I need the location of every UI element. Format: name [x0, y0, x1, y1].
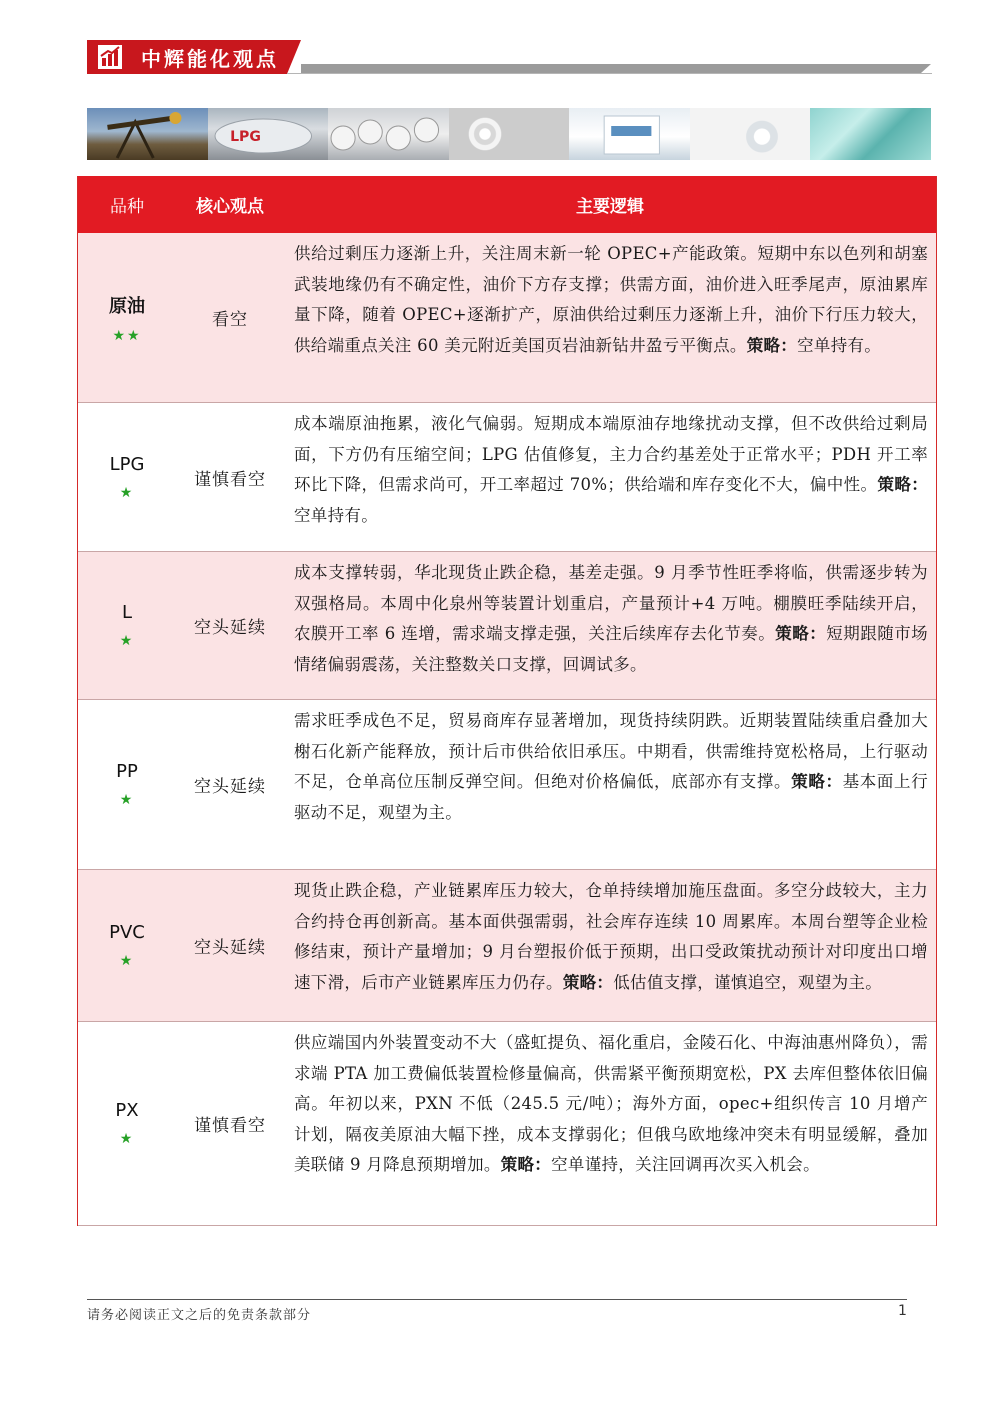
rating-stars: ★★	[112, 327, 142, 344]
variety-name: 原油	[109, 295, 145, 317]
report-header	[87, 40, 932, 76]
strategy-text: 空单谨持，关注回调再次买入机会。	[551, 1155, 820, 1174]
table-row	[78, 552, 936, 700]
header-title-bar	[87, 40, 287, 74]
variety-cell	[78, 1022, 176, 1225]
core-view: 空头延续	[194, 938, 266, 958]
header-divider	[287, 73, 932, 74]
building-chart-icon	[97, 44, 123, 70]
logic-text: 成本端原油拖累，液化气偏弱。短期成本端原油存地缘扰动支撑，但不改供给过剩局面，下方仍有压缩空间；LPG 估值修复，主力合约基差处于正常水平；PDH 开工率环比下降，但需求尚可，开工率超过 70%；供给端和库存变化不大，偏中性。	[294, 414, 928, 494]
variety-cell	[78, 870, 176, 1021]
strategy-label: 策略：	[562, 972, 614, 992]
core-view: 空头延续	[194, 618, 266, 638]
footer-divider	[87, 1299, 907, 1300]
footer-disclaimer: 请务必阅读正文之后的免责条款部分	[87, 1308, 312, 1323]
variety-cell	[78, 552, 176, 699]
header-variety: 品种	[110, 197, 144, 217]
variety-cell	[78, 233, 176, 402]
variety-name: PX	[115, 1100, 139, 1121]
table-row	[78, 1022, 936, 1226]
logic-text: 成本支撑转弱，华北现货止跌企稳，基差走强。9 月季节性旺季将临，供需逐步转为双强格局。本周中化泉州等装置计划重启，产量预计+4 万吨。棚膜旺季陆续开启，农膜开工率 6 连增，需求端支撑走强，关注后续库存去化节奏。	[294, 563, 928, 643]
header-gray-bar	[301, 64, 921, 73]
header-title: 中辉能化观点	[141, 46, 279, 71]
variety-name: PP	[116, 761, 138, 782]
logic-text: 需求旺季成色不足，贸易商库存显著增加，现货持续阴跌。近期装置陆续重启叠加大榭石化新产能释放，预计后市供给依旧承压。中期看，供需维持宽松格局，上行驱动不足，仓单高位压制反弹空间。但绝对价格偏低，底部亦有支撑。	[294, 711, 928, 791]
pvc-pipes-photo	[328, 108, 449, 160]
strategy-text: 空单持有。	[294, 505, 378, 525]
strategy-text: 短期跟随市场情绪偏弱震荡，关注整数关口支撑，回调试多。	[294, 624, 928, 674]
main-logic	[284, 700, 936, 869]
white-granules-photo	[690, 108, 811, 160]
core-view: 空头延续	[194, 777, 266, 797]
oil-pumpjack-photo	[87, 108, 208, 160]
main-logic	[284, 233, 936, 402]
core-view: 谨慎看空	[194, 1116, 266, 1136]
main-logic	[284, 552, 936, 699]
strategy-label: 策略：	[877, 475, 929, 494]
table-row	[78, 700, 936, 870]
logic-text: 供给过剩压力逐渐上升，关注周末新一轮 OPEC+产能政策。短期中东以色列和胡塞武装地缘仍有不确定性，油价下方存支撑；供需方面，油价进入旺季尾声，原油累库量下降，随着 OPEC+逐渐扩产，原油供给过剩压力逐渐上升，油价下行压力较大，供给端重点关注 60 美元附近美国页岩油新钻井盈亏平衡点。	[294, 244, 928, 355]
core-view: 谨慎看空	[194, 469, 266, 490]
logic-text: 供应端国内外装置变动不大（盛虹提负、福化重启，金陵石化、中海油惠州降负），需求端 PTA 加工费偏低装置检修量偏高，供需紧平衡预期宽松，PX 去库但整体依旧偏高。年初以来，PXN 不低（245.5 元/吨）；海外方面，opec+组织传言 10 月增产计划，隔夜美原油大幅下挫，成本支撑弱化；但俄乌欧地缘冲突未有明显缓解，叠加美联储 9 月降息预期增加。	[294, 1033, 928, 1174]
table-header	[78, 176, 936, 233]
plastic-pellets-photo	[449, 108, 570, 160]
strategy-text: 基本面上行驱动不足，观望为主。	[294, 772, 929, 822]
rating-stars: ★	[119, 953, 135, 969]
strategy-text: 低估值支撑，谨慎追空，观望为主。	[613, 972, 883, 992]
glass-sheets-photo	[810, 108, 931, 160]
rating-stars: ★	[119, 792, 135, 808]
page-number: 1	[898, 1303, 907, 1319]
product-image-strip	[87, 108, 931, 160]
strategy-label: 策略：	[500, 1155, 552, 1174]
strategy-text: 空单持有。	[797, 335, 882, 355]
core-view: 看空	[212, 310, 248, 330]
variety-name: PVC	[109, 922, 145, 943]
strategy-label: 策略：	[775, 624, 827, 643]
logic-text: 现货止跌企稳，产业链累库压力较大，仓单持续增加施压盘面。多空分歧较大，主力合约持仓再创新高。基本面供强需弱，社会库存连续 10 周累库。本周台塑等企业检修结束，预计产量增加；9 月台塑报价低于预期，出口受政策扰动预计对印度出口增速下滑，后市产业链累库压力仍存。	[294, 881, 928, 992]
table-row	[78, 403, 936, 552]
header-core-view: 核心观点	[196, 197, 264, 217]
variety-cell	[78, 403, 176, 551]
table-row	[78, 870, 936, 1022]
variety-cell	[78, 700, 176, 869]
views-table	[77, 176, 937, 1226]
chemical-bag-photo	[569, 108, 690, 160]
rating-stars: ★	[119, 484, 135, 501]
svg-text:LPG: LPG	[229, 129, 261, 145]
strategy-label: 策略：	[746, 335, 798, 355]
main-logic	[284, 403, 936, 551]
rating-stars: ★	[119, 633, 135, 649]
variety-name: L	[121, 602, 133, 623]
main-logic	[284, 870, 936, 1021]
strategy-label: 策略：	[791, 772, 843, 791]
main-logic	[284, 1022, 936, 1225]
variety-name: LPG	[109, 453, 145, 475]
header-main-logic: 主要逻辑	[576, 197, 644, 217]
table-row	[78, 233, 936, 403]
rating-stars: ★	[119, 1131, 135, 1147]
lpg-tank-photo	[208, 108, 329, 160]
